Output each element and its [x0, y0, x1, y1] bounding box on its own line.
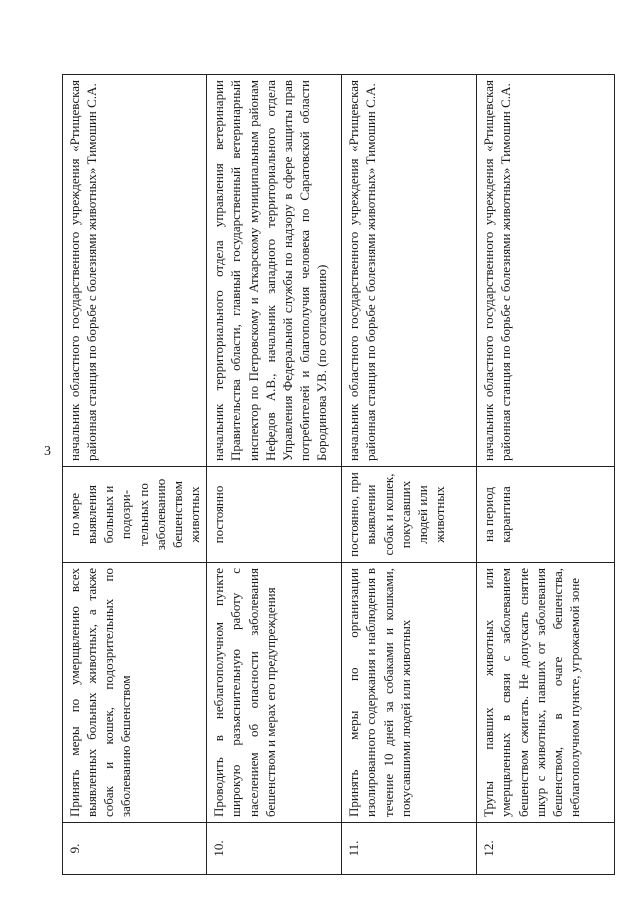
measure-text: Проводить в неблагополучном пункте широкую разъяснительную работу с населением об опасности заболевания бешенством и мерах его предупреждения: [207, 563, 342, 823]
responsible-text: начальник территориального отдела управления ветеринарии Правительства области, главный государственный ветеринарный инспектор по Петровскому и Аткарскому муниципальным районам Нефедов А.В., начальник западного территориального отдела Управления Федеральной службы по надзору в сфере защиты прав потребителей и благополучия человека по Саратовской области Бородинова У.В. (по согласованию): [207, 75, 342, 467]
responsible-text: начальник областного государственного учреждения «Ртищевская районная станция по борьбе с болезнями животных» Тимошин С.А.: [63, 75, 207, 467]
measure-text: Принять меры по умерщвлению всех выявленных больных животных, а также собак и кошек, подозрительных по заболеванию бешенством: [63, 563, 207, 823]
measures-table: [62, 74, 615, 875]
table-row: [477, 75, 615, 875]
row-number: 12.: [477, 823, 615, 875]
table-row: [342, 75, 477, 875]
row-number: 11.: [342, 823, 477, 875]
table-row: [63, 75, 207, 875]
term-text: по мере выявления больных и подозри-тельных по заболеванию бешенством животных: [63, 467, 207, 563]
responsible-text: начальник областного государственного учреждения «Ртищевская районная станция по борьбе с болезнями животных» Тимошин С.А.: [342, 75, 477, 467]
page-number: 3: [44, 444, 51, 459]
term-text: постоянно, при выявлении собак и кошек, покусавших людей или животных: [342, 467, 477, 563]
table-row: [207, 75, 342, 875]
measure-text: Принять меры по организации изолированного содержания и наблюдения в течение 10 дней за собаками и кошками, покусавшими людей или животных: [342, 563, 477, 823]
term-text: постоянно: [207, 467, 342, 563]
row-number: 9.: [63, 823, 207, 875]
row-number: 10.: [207, 823, 342, 875]
term-text: на период карантина: [477, 467, 615, 563]
measure-text: Трупы павших животных или умерщвленных в связи с заболеванием бешенством сжигать. Не допускать снятие шкур с животных, павших от заболевания бешенством, в очаге бешенства, неблагополучном пункте, угрожаемой зоне: [477, 563, 615, 823]
measures-table-rotated: [62, 75, 602, 875]
responsible-text: начальник областного государственного учреждения «Ртищевская районная станция по борьбе с болезнями животных» Тимошин С.А.: [477, 75, 615, 467]
